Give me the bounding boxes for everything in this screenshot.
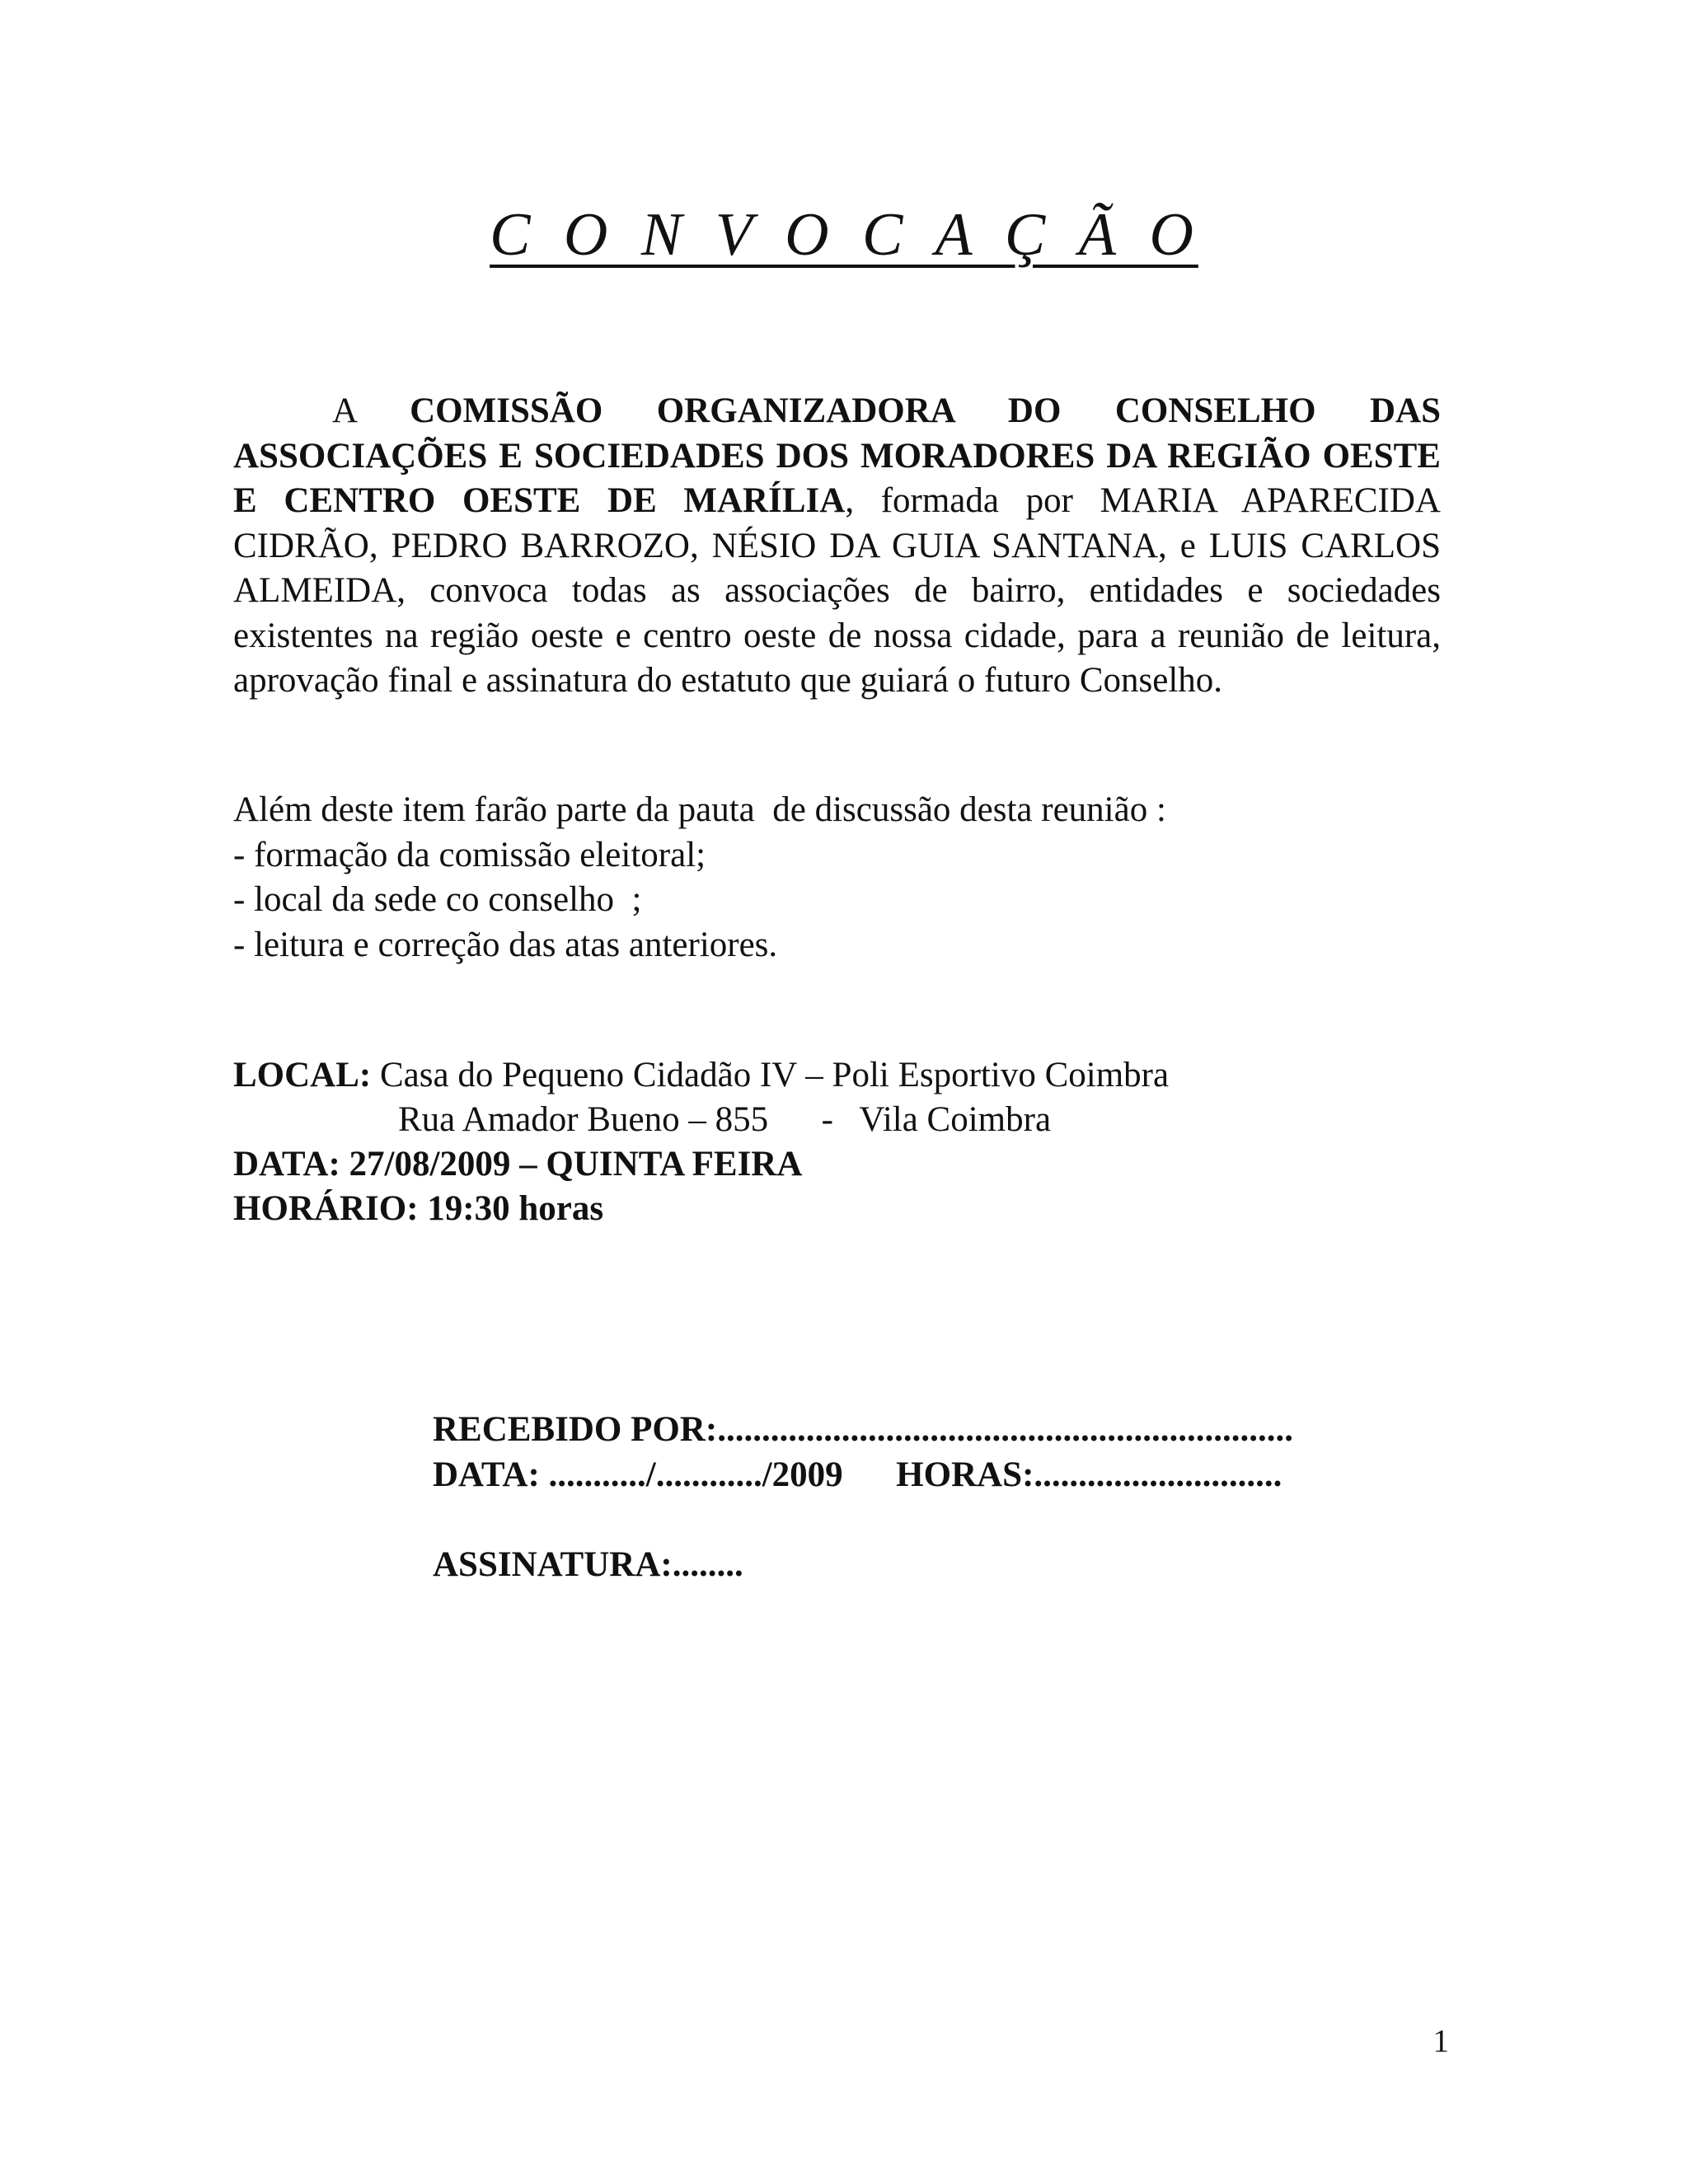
page-title <box>0 201 1688 269</box>
organization-name: COMISSÃO ORGANIZADORA DO CONSELHO DAS ASSOCIAÇÕES E SOCIEDADES DOS MORADORES DA REGIÃO OESTE E CENTRO OESTE DE MARÍLIA <box>233 391 1441 520</box>
time-line: HORÁRIO: 19:30 horas <box>233 1189 604 1228</box>
local-line <box>233 1053 1169 1098</box>
local-value: Casa do Pequeno Cidadão IV – Poli Esportivo Coimbra <box>371 1056 1170 1094</box>
signature-field: ASSINATURA:........ <box>433 1545 743 1584</box>
local-label: LOCAL: <box>233 1056 372 1094</box>
address-line: Rua Amador Bueno – 855 - Vila Coimbra <box>398 1100 1052 1139</box>
agenda-item: - formação da comissão eleitoral; <box>233 835 706 874</box>
page-number: 1 <box>1432 2023 1449 2059</box>
page-title-text: C O N V O C A Ç Ã O <box>490 201 1198 269</box>
intro-paragraph <box>233 389 1441 704</box>
receipt-date-hours-field: DATA: .........../............/2009 HORAS:............................ <box>433 1455 1282 1494</box>
spacer <box>433 1497 1293 1542</box>
intro-lead: A <box>332 391 356 430</box>
agenda-item: - local da sede co conselho ; <box>233 880 642 919</box>
agenda-item: - leitura e correção das atas anteriores. <box>233 925 778 964</box>
intro-body: , formada por MARIA APARECIDA CIDRÃO, PEDRO BARROZO, NÉSIO DA GUIA SANTANA, e LUIS CARLOS ALMEIDA, convoca todas as associações de bairro, entidades e sociedades existentes na região oeste e centro oeste de nossa cidade, para a reunião de leitura, aprovação final e assinatura do estatuto que guiará o futuro Conselho. <box>233 481 1441 700</box>
agenda-section <box>233 788 1166 968</box>
received-by-field: RECEBIDO POR:................................................................. <box>433 1410 1293 1449</box>
date-line: DATA: 27/08/2009 – QUINTA FEIRA <box>233 1145 803 1183</box>
agenda-heading: Além deste item farão parte da pauta de discussão desta reunião : <box>233 790 1166 829</box>
receipt-block <box>433 1407 1293 1587</box>
meeting-details <box>233 1053 1169 1231</box>
